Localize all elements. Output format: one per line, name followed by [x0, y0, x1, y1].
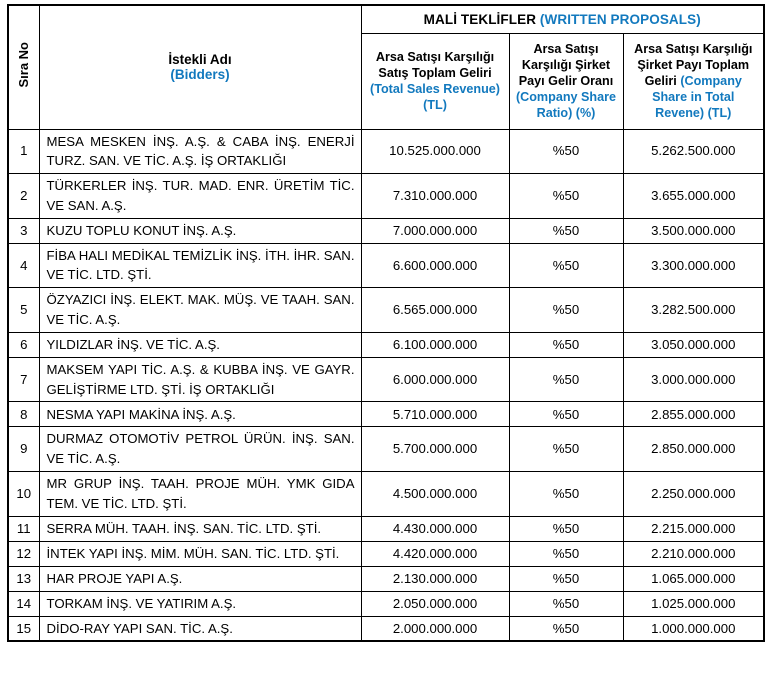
total-sales-value: 4.500.000.000 — [361, 472, 509, 517]
table-row — [8, 218, 764, 243]
table-row — [8, 591, 764, 616]
share-ratio-value: %50 — [509, 402, 623, 427]
bidder-name: HAR PROJE YAPI A.Ş. — [39, 566, 361, 591]
bidder-name: TÜRKERLER İNŞ. TUR. MAD. ENR. ÜRETİM TİC. VE SAN. A.Ş. — [39, 174, 361, 219]
bidder-name: TORKAM İNŞ. VE YATIRIM A.Ş. — [39, 591, 361, 616]
share-total-value: 1.065.000.000 — [623, 566, 764, 591]
table-row — [8, 472, 764, 517]
share-total-label-en: (Company Share in Total Revene) (TL) — [652, 73, 742, 121]
table-title-en: (WRITTEN PROPOSALS) — [539, 11, 701, 27]
row-number: 12 — [8, 541, 39, 566]
row-number: 9 — [8, 427, 39, 472]
total-sales-value: 2.050.000.000 — [361, 591, 509, 616]
col-header-bidders — [39, 5, 361, 129]
row-number: 3 — [8, 218, 39, 243]
total-sales-value: 10.525.000.000 — [361, 129, 509, 174]
table-row — [8, 332, 764, 357]
bidder-name: DİDO-RAY YAPI SAN. TİC. A.Ş. — [39, 616, 361, 641]
table-row — [8, 516, 764, 541]
share-total-value: 2.215.000.000 — [623, 516, 764, 541]
row-number: 15 — [8, 616, 39, 641]
share-total-value: 1.025.000.000 — [623, 591, 764, 616]
row-number: 14 — [8, 591, 39, 616]
bidder-name: DURMAZ OTOMOTİV PETROL ÜRÜN. İNŞ. SAN. VE TİC. A.Ş. — [39, 427, 361, 472]
total-sales-value: 2.000.000.000 — [361, 616, 509, 641]
share-total-value: 2.855.000.000 — [623, 402, 764, 427]
row-number: 4 — [8, 243, 39, 288]
bidder-name: MAKSEM YAPI TİC. A.Ş. & KUBBA İNŞ. VE GAYR. GELİŞTİRME LTD. ŞTİ. İŞ ORTAKLIĞI — [39, 357, 361, 402]
bidder-name: ÖZYAZICI İNŞ. ELEKT. MAK. MÜŞ. VE TAAH. SAN. VE TİC. A.Ş. — [39, 288, 361, 333]
col-header-total-sales — [361, 33, 509, 129]
table-row — [8, 566, 764, 591]
table-title — [361, 5, 764, 33]
bidder-name: İNTEK YAPI İNŞ. MİM. MÜH. SAN. TİC. LTD. ŞTİ. — [39, 541, 361, 566]
table-body — [8, 129, 764, 641]
total-sales-value: 2.130.000.000 — [361, 566, 509, 591]
share-ratio-value: %50 — [509, 566, 623, 591]
total-sales-value: 4.430.000.000 — [361, 516, 509, 541]
proposals-table — [7, 4, 765, 642]
table-row — [8, 174, 764, 219]
row-number: 5 — [8, 288, 39, 333]
share-total-value: 3.655.000.000 — [623, 174, 764, 219]
row-number: 8 — [8, 402, 39, 427]
total-sales-value: 6.100.000.000 — [361, 332, 509, 357]
share-ratio-value: %50 — [509, 218, 623, 243]
share-ratio-label-tr: Arsa Satışı Karşılığı Şirket Payı Gelir Oranı — [518, 41, 614, 88]
bidder-name: KUZU TOPLU KONUT İNŞ. A.Ş. — [39, 218, 361, 243]
share-ratio-value: %50 — [509, 541, 623, 566]
share-ratio-value: %50 — [509, 288, 623, 333]
bidders-label-en: (Bidders) — [170, 67, 230, 83]
share-ratio-value: %50 — [509, 472, 623, 517]
row-number: 2 — [8, 174, 39, 219]
total-sales-label-tr: Arsa Satışı Karşılığı Satış Toplam Geliri — [375, 49, 495, 80]
row-number: 7 — [8, 357, 39, 402]
table-row — [8, 129, 764, 174]
total-sales-label-en: (Total Sales Revenue) (TL) — [370, 82, 500, 113]
share-total-value: 3.282.500.000 — [623, 288, 764, 333]
col-header-share-ratio — [509, 33, 623, 129]
share-ratio-value: %50 — [509, 174, 623, 219]
row-number: 10 — [8, 472, 39, 517]
share-ratio-value: %50 — [509, 129, 623, 174]
total-sales-value: 4.420.000.000 — [361, 541, 509, 566]
share-ratio-value: %50 — [509, 616, 623, 641]
row-number: 1 — [8, 129, 39, 174]
table-row — [8, 616, 764, 641]
share-ratio-value: %50 — [509, 516, 623, 541]
share-ratio-value: %50 — [509, 591, 623, 616]
bidders-label-tr: İstekli Adı — [168, 52, 232, 68]
total-sales-value: 5.710.000.000 — [361, 402, 509, 427]
total-sales-value: 7.000.000.000 — [361, 218, 509, 243]
table-row — [8, 357, 764, 402]
bidder-name: YILDIZLAR İNŞ. VE TİC. A.Ş. — [39, 332, 361, 357]
table-row — [8, 541, 764, 566]
bidder-name: FİBA HALI MEDİKAL TEMİZLİK İNŞ. İTH. İHR. SAN. VE TİC. LTD. ŞTİ. — [39, 243, 361, 288]
share-ratio-value: %50 — [509, 243, 623, 288]
table-row — [8, 288, 764, 333]
share-ratio-value: %50 — [509, 332, 623, 357]
table-title-tr: MALİ TEKLİFLER — [423, 11, 537, 27]
total-sales-value: 7.310.000.000 — [361, 174, 509, 219]
share-ratio-label-en: (Company Share Ratio) (%) — [515, 90, 617, 121]
col-header-sira-no — [8, 5, 39, 129]
share-total-value: 5.262.500.000 — [623, 129, 764, 174]
share-total-label-tr: Arsa Satışı Karşılığı Şirket Payı Toplam Geliri — [634, 41, 753, 88]
total-sales-value: 6.600.000.000 — [361, 243, 509, 288]
share-total-value: 3.300.000.000 — [623, 243, 764, 288]
share-ratio-value: %50 — [509, 357, 623, 402]
table-row — [8, 427, 764, 472]
share-total-value: 1.000.000.000 — [623, 616, 764, 641]
table-row — [8, 402, 764, 427]
share-total-value: 3.050.000.000 — [623, 332, 764, 357]
share-total-value: 2.210.000.000 — [623, 541, 764, 566]
bidder-name: NESMA YAPI MAKİNA İNŞ. A.Ş. — [39, 402, 361, 427]
total-sales-value: 6.565.000.000 — [361, 288, 509, 333]
share-total-value: 3.000.000.000 — [623, 357, 764, 402]
table-row — [8, 243, 764, 288]
row-number: 6 — [8, 332, 39, 357]
share-total-value: 2.250.000.000 — [623, 472, 764, 517]
row-number: 11 — [8, 516, 39, 541]
bidder-name: MESA MESKEN İNŞ. A.Ş. & CABA İNŞ. ENERJİ TURZ. SAN. VE TİC. A.Ş. İŞ ORTAKLIĞI — [39, 129, 361, 174]
share-total-value: 3.500.000.000 — [623, 218, 764, 243]
bidder-name: SERRA MÜH. TAAH. İNŞ. SAN. TİC. LTD. ŞTİ. — [39, 516, 361, 541]
share-total-value: 2.850.000.000 — [623, 427, 764, 472]
share-ratio-value: %50 — [509, 427, 623, 472]
sira-no-label: Sıra No — [16, 41, 32, 88]
total-sales-value: 6.000.000.000 — [361, 357, 509, 402]
header-row-title — [8, 5, 764, 33]
col-header-share-total — [623, 33, 764, 129]
total-sales-value: 5.700.000.000 — [361, 427, 509, 472]
row-number: 13 — [8, 566, 39, 591]
bidder-name: MR GRUP İNŞ. TAAH. PROJE MÜH. YMK GIDA TEM. VE TİC. LTD. ŞTİ. — [39, 472, 361, 517]
